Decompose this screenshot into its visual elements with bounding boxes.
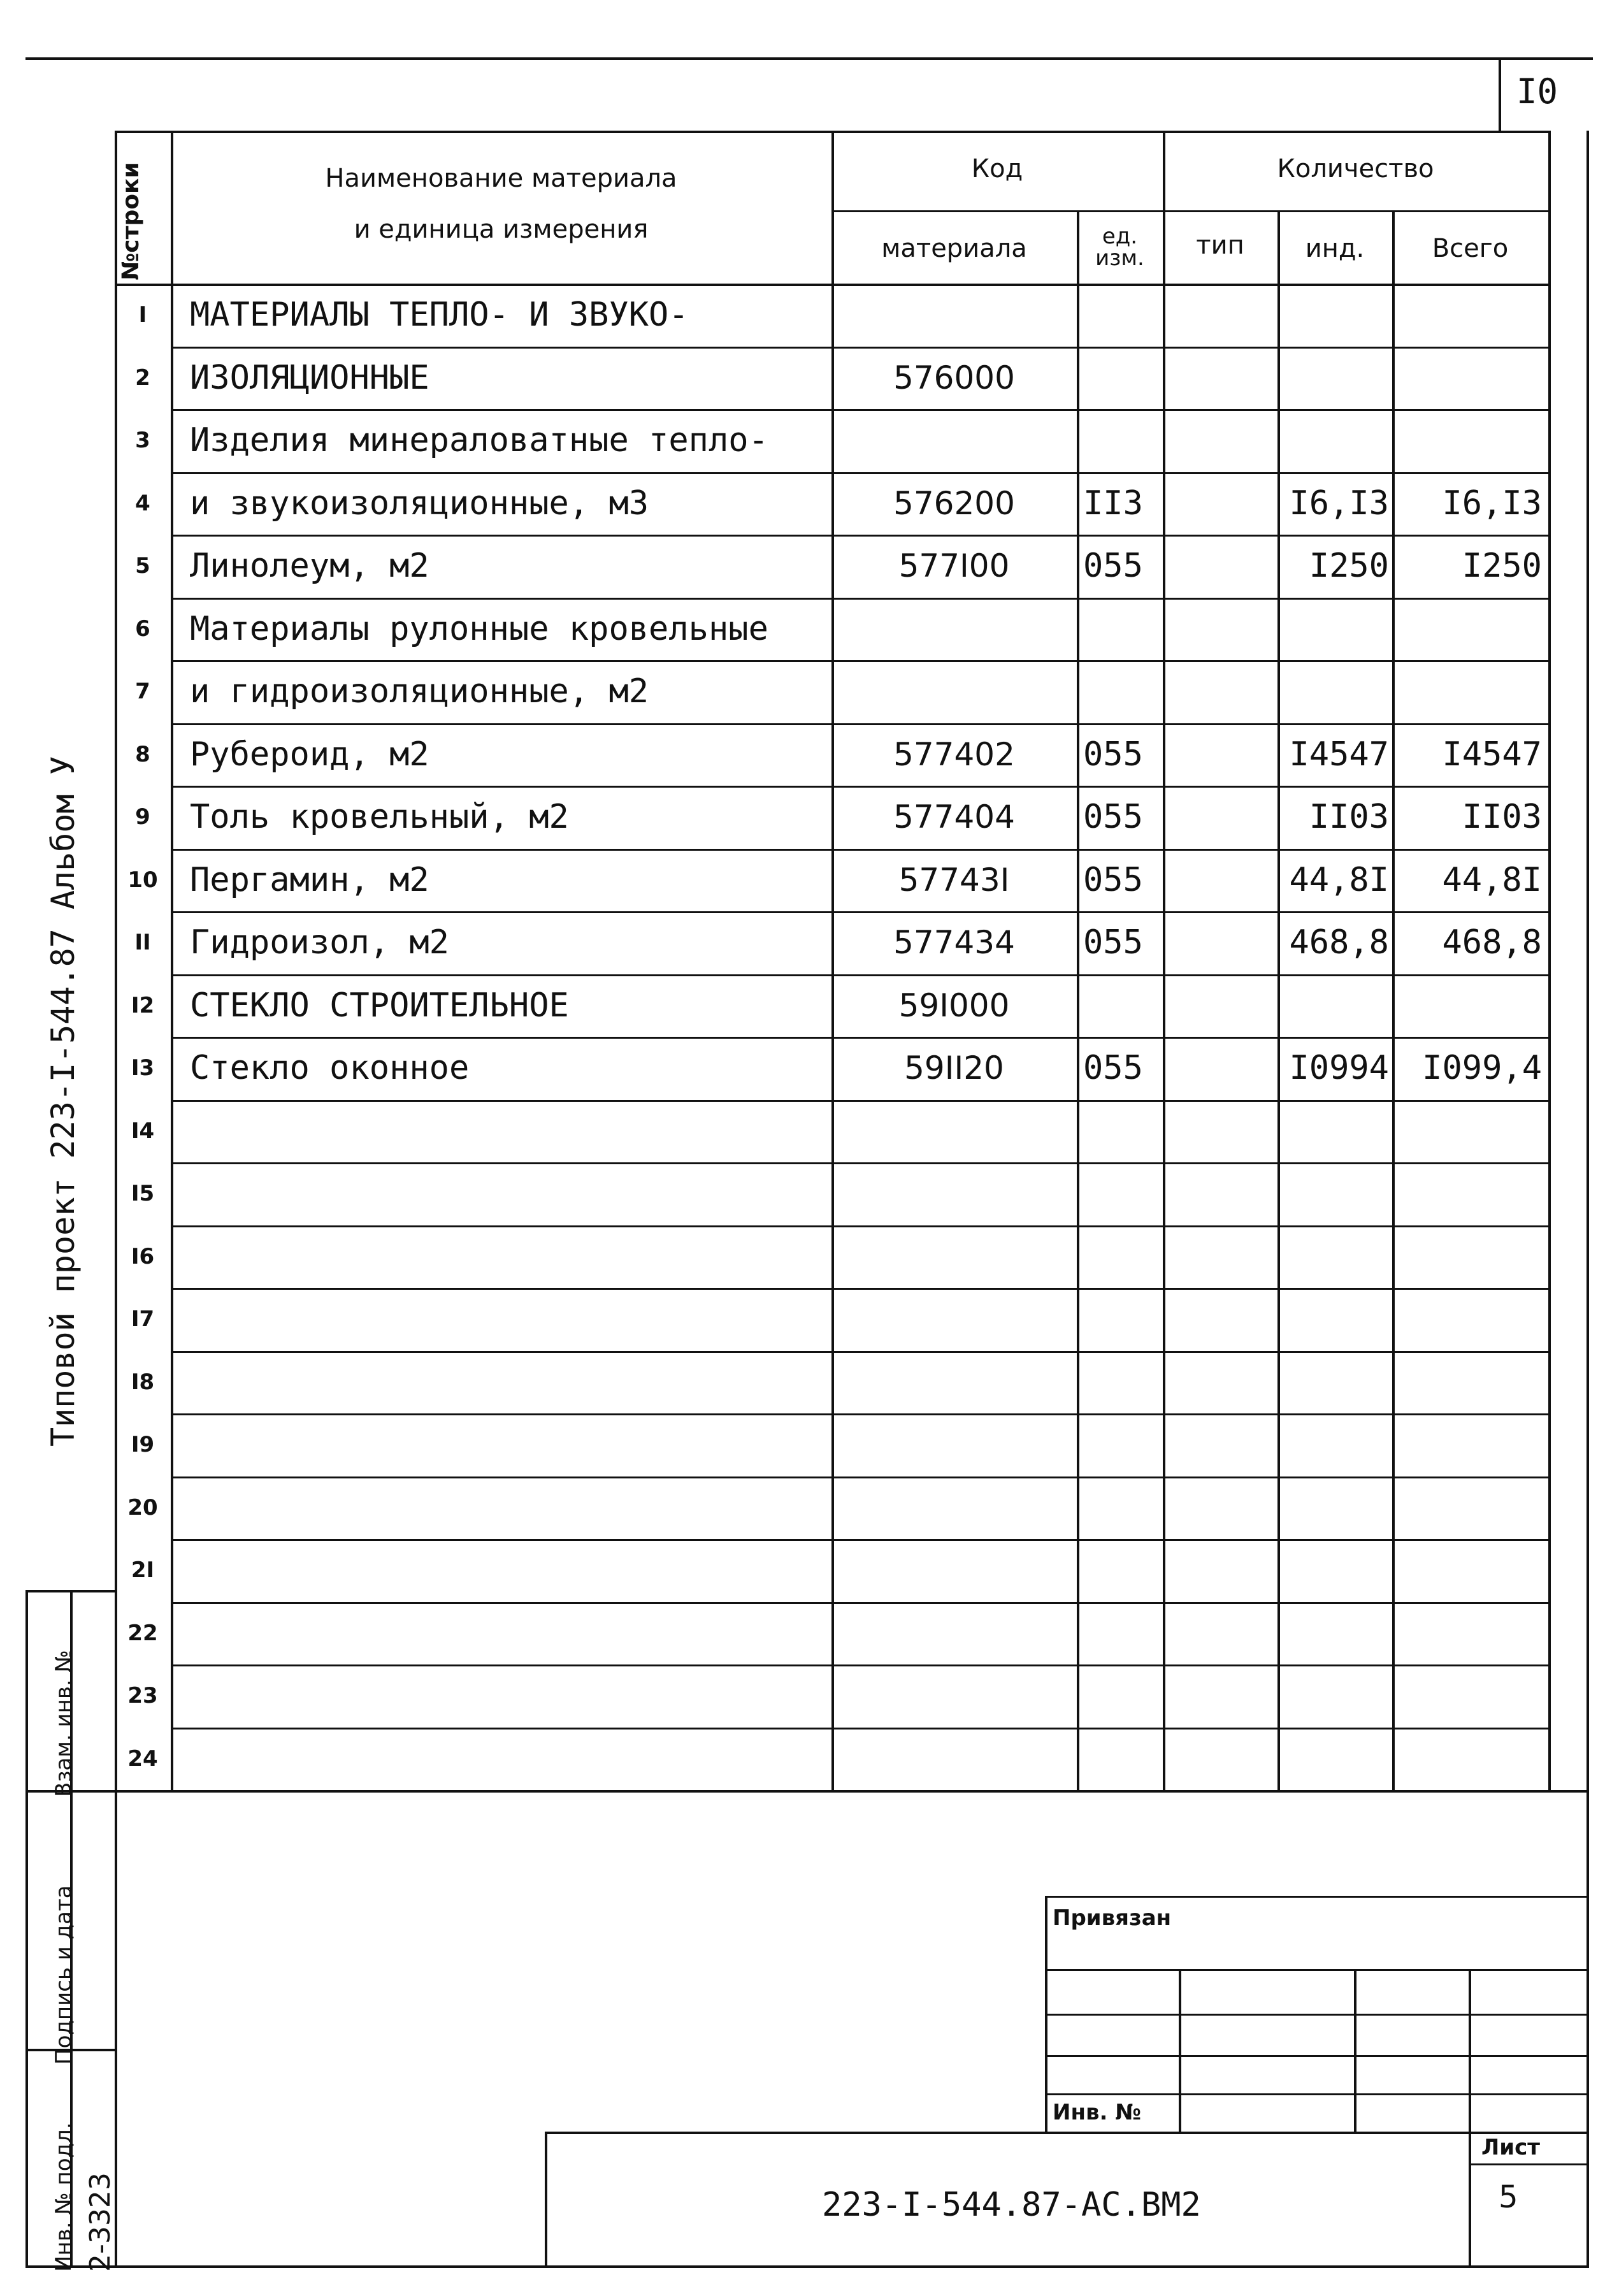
header-type: тип [1196, 231, 1244, 260]
row-ind [1277, 347, 1389, 410]
row-ind [1277, 1225, 1389, 1289]
row-unit: 055 [1083, 798, 1143, 837]
header-quantity: Количество [1277, 154, 1434, 184]
row-code [831, 1539, 1077, 1602]
row-name [190, 1602, 831, 1665]
row-ind [1277, 1728, 1389, 1791]
row-type [1163, 1351, 1277, 1414]
stamp-bottom-band-left [545, 2132, 547, 2265]
row-number: 6 [135, 616, 150, 642]
frame-bottom [25, 2265, 1589, 2268]
row-type [1163, 911, 1277, 974]
row-name [190, 1100, 831, 1163]
row-unit [1083, 660, 1163, 723]
row-unit: 055 [1083, 547, 1143, 586]
row-number: 20 [127, 1494, 158, 1520]
row-unit [1083, 347, 1163, 410]
row-total [1392, 1477, 1542, 1540]
row-unit [1083, 598, 1163, 661]
row-number: 24 [127, 1745, 158, 1772]
stamp-doc-code: 223-I-544.87-АС.ВМ2 [822, 2186, 1201, 2224]
stamp-line [1045, 2014, 1587, 2016]
row-code [831, 1100, 1077, 1163]
row-type [1163, 1539, 1277, 1602]
row-ind: I6,I3 [1289, 484, 1389, 523]
row-code [831, 1728, 1077, 1791]
row-code: 576000 [893, 359, 1015, 396]
row-name: и гидроизоляционные, м2 [190, 672, 649, 711]
stamp-sheet-value: 5 [1499, 2179, 1518, 2215]
row-name: ИЗОЛЯЦИОННЫЕ [190, 358, 429, 397]
row-code: 577404 [893, 798, 1015, 836]
row-unit: 055 [1083, 1049, 1143, 1088]
row-type [1163, 472, 1277, 535]
row-total [1392, 598, 1542, 661]
row-type [1163, 1288, 1277, 1351]
row-number: I7 [131, 1306, 155, 1332]
row-name [190, 1162, 831, 1225]
row-unit: 055 [1083, 860, 1143, 899]
row-unit [1083, 1539, 1163, 1602]
header-name-line1: Наименование материала [325, 164, 677, 193]
row-ind [1277, 660, 1389, 723]
side-project-label: Типовой проект 223-I-544.87 Альбом У [45, 756, 82, 1447]
row-type [1163, 409, 1277, 472]
row-ind [1277, 1664, 1389, 1728]
header-name-line2: и единица измерения [354, 215, 649, 244]
row-number: II [134, 930, 151, 956]
row-type [1163, 786, 1277, 849]
table-border-top [115, 131, 1551, 133]
row-type [1163, 849, 1277, 912]
row-code [831, 1351, 1077, 1414]
row-name [190, 1728, 831, 1791]
row-ind [1277, 974, 1389, 1037]
row-type [1163, 347, 1277, 410]
row-ind: 44,8I [1289, 860, 1389, 899]
row-ind [1277, 1602, 1389, 1665]
row-type [1163, 1225, 1277, 1289]
side-vzam-label: Взам. инв. № [51, 1650, 76, 1797]
row-unit [1083, 974, 1163, 1037]
frame-bottom-of-table [25, 1790, 1587, 1793]
stamp-line [1045, 2055, 1587, 2057]
row-ind [1277, 1477, 1389, 1540]
row-code: 577I00 [898, 547, 1010, 585]
row-type [1163, 1037, 1277, 1100]
row-number: I4 [131, 1118, 155, 1144]
row-number: 8 [135, 741, 150, 767]
row-code [831, 284, 1077, 347]
row-type [1163, 1664, 1277, 1728]
row-total [1392, 1602, 1542, 1665]
row-type [1163, 974, 1277, 1037]
row-unit: II3 [1083, 484, 1143, 523]
row-unit [1083, 1351, 1163, 1414]
row-total [1392, 974, 1542, 1037]
row-name: Линолеум, м2 [190, 547, 429, 586]
row-number: 9 [135, 804, 150, 830]
page-border-right [1587, 131, 1589, 2265]
row-total [1392, 660, 1542, 723]
side-podpis-label: Подпись и дата [51, 1885, 76, 2065]
row-ind: I0994 [1289, 1049, 1389, 1088]
row-total [1392, 1728, 1542, 1791]
row-unit [1083, 1100, 1163, 1163]
row-name: Толь кровельный, м2 [190, 798, 569, 837]
row-number: 23 [127, 1683, 158, 1709]
row-type [1163, 1602, 1277, 1665]
header-unit: ед. изм. [1095, 223, 1144, 271]
row-name [190, 1664, 831, 1728]
row-type [1163, 723, 1277, 786]
table-border-right [1548, 131, 1551, 1790]
row-name [190, 1539, 831, 1602]
row-name: Рубероид, м2 [190, 735, 429, 774]
row-number: I5 [131, 1181, 155, 1207]
row-total [1392, 1225, 1542, 1289]
row-unit [1083, 1288, 1163, 1351]
row-code: 57743I [898, 861, 1010, 899]
row-type [1163, 1162, 1277, 1225]
row-ind [1277, 1288, 1389, 1351]
row-name [190, 1477, 831, 1540]
row-code: 59I000 [898, 986, 1010, 1024]
row-name: МАТЕРИАЛЫ ТЕПЛО- И ЗВУКО- [190, 296, 689, 335]
row-ind [1277, 1162, 1389, 1225]
row-number: 5 [135, 553, 150, 579]
row-type [1163, 1413, 1277, 1477]
row-name: Гидроизол, м2 [190, 923, 449, 962]
row-ind: I250 [1309, 547, 1389, 586]
row-unit [1083, 1477, 1163, 1540]
row-number: I8 [131, 1369, 155, 1395]
stamp-divider [1179, 1969, 1181, 2132]
side-inv-podl-label: Инв. № подл. [51, 2122, 76, 2272]
row-type [1163, 1100, 1277, 1163]
row-number: I2 [131, 992, 155, 1018]
row-name: Изделия минераловатные тепло- [190, 421, 768, 460]
row-total: 44,8I [1442, 860, 1542, 899]
stamp-divider [1354, 1969, 1356, 2132]
row-code [831, 1288, 1077, 1351]
header-total: Всего [1432, 234, 1509, 263]
row-type [1163, 660, 1277, 723]
table-col-divider [171, 131, 173, 1790]
page-number: I0 [1516, 71, 1558, 112]
row-code [831, 660, 1077, 723]
row-unit [1083, 1602, 1163, 1665]
row-name: и звукоизоляционные, м3 [190, 484, 649, 523]
row-number: 10 [127, 867, 158, 893]
row-total: I4547 [1442, 735, 1542, 774]
row-total: II03 [1462, 798, 1542, 837]
stamp-inv-no: Инв. № [1053, 2100, 1142, 2125]
row-code: 577402 [893, 735, 1015, 773]
row-ind [1277, 409, 1389, 472]
row-total [1392, 1351, 1542, 1414]
side-inv-value: 2-3323 [84, 2172, 117, 2272]
stamp-top [1045, 1896, 1587, 1898]
row-ind [1277, 1413, 1389, 1477]
row-unit [1083, 1162, 1163, 1225]
stamp-sheet-line [1469, 2163, 1587, 2165]
row-name: Пергамин, м2 [190, 860, 429, 899]
row-code: 59II20 [904, 1050, 1004, 1087]
stamp-sheet-label: Лист [1481, 2135, 1540, 2160]
side-block-left [25, 1590, 28, 2265]
row-unit [1083, 1413, 1163, 1477]
row-name: Материалы рулонные кровельные [190, 609, 768, 648]
header-material: материала [881, 234, 1027, 263]
row-type [1163, 598, 1277, 661]
row-ind [1277, 598, 1389, 661]
row-code [831, 409, 1077, 472]
top-rule [25, 57, 1593, 60]
header-ind: инд. [1305, 234, 1365, 263]
row-name [190, 1225, 831, 1289]
table-col-divider [1077, 210, 1079, 1790]
row-total: I6,I3 [1442, 484, 1542, 523]
row-ind: 468,8 [1289, 923, 1389, 962]
page-number-box-left [1499, 57, 1501, 133]
row-total: I250 [1462, 547, 1542, 586]
row-total [1392, 1162, 1542, 1225]
row-number: I6 [131, 1243, 155, 1269]
row-code: 576200 [893, 484, 1015, 522]
row-unit [1083, 1225, 1163, 1289]
row-code [831, 598, 1077, 661]
row-total [1392, 1100, 1542, 1163]
row-number: 4 [135, 490, 150, 516]
stamp-line [1045, 2093, 1587, 2095]
row-number: 7 [135, 679, 150, 705]
row-ind: II03 [1309, 798, 1389, 837]
row-number: I [138, 302, 147, 328]
row-code [831, 1602, 1077, 1665]
row-name: Стекло оконное [190, 1049, 470, 1088]
stamp-bottom-band-top [545, 2132, 1587, 2134]
row-total: I099,4 [1422, 1049, 1542, 1088]
header-row-no: №строки [118, 162, 144, 280]
row-ind [1277, 284, 1389, 347]
row-number: 3 [135, 428, 150, 454]
row-ind [1277, 1100, 1389, 1163]
row-name [190, 1413, 831, 1477]
row-number: 2I [131, 1557, 155, 1584]
row-unit [1083, 284, 1163, 347]
row-unit: 055 [1083, 923, 1143, 962]
row-name [190, 1288, 831, 1351]
row-type [1163, 535, 1277, 598]
row-type [1163, 1728, 1277, 1791]
row-total [1392, 1664, 1542, 1728]
row-type [1163, 284, 1277, 347]
row-ind: I4547 [1289, 735, 1389, 774]
row-code [831, 1664, 1077, 1728]
row-unit: 055 [1083, 735, 1143, 774]
row-unit [1083, 1728, 1163, 1791]
row-total [1392, 347, 1542, 410]
row-ind [1277, 1351, 1389, 1414]
row-ind [1277, 1539, 1389, 1602]
row-code: 577434 [893, 924, 1015, 962]
header-code: Код [971, 154, 1023, 184]
row-number: 2 [135, 365, 150, 391]
row-code [831, 1225, 1077, 1289]
row-name [190, 1351, 831, 1414]
row-unit [1083, 409, 1163, 472]
row-total [1392, 1288, 1542, 1351]
header-mid-line [831, 210, 1551, 212]
stamp-privyazan: Привязан [1053, 1905, 1172, 1931]
stamp-line [1045, 1969, 1587, 1971]
row-number: I3 [131, 1055, 155, 1081]
row-unit [1083, 1664, 1163, 1728]
row-total [1392, 1539, 1542, 1602]
stamp-divider [1469, 1969, 1471, 2265]
row-code [831, 1413, 1077, 1477]
row-code [831, 1477, 1077, 1540]
row-total [1392, 409, 1542, 472]
row-total [1392, 284, 1542, 347]
row-number: 22 [127, 1620, 158, 1646]
row-name: СТЕКЛО СТРОИТЕЛЬНОЕ [190, 986, 569, 1025]
row-total: 468,8 [1442, 923, 1542, 962]
row-number: I9 [131, 1432, 155, 1458]
row-total [1392, 1413, 1542, 1477]
row-code [831, 1162, 1077, 1225]
row-type [1163, 1477, 1277, 1540]
